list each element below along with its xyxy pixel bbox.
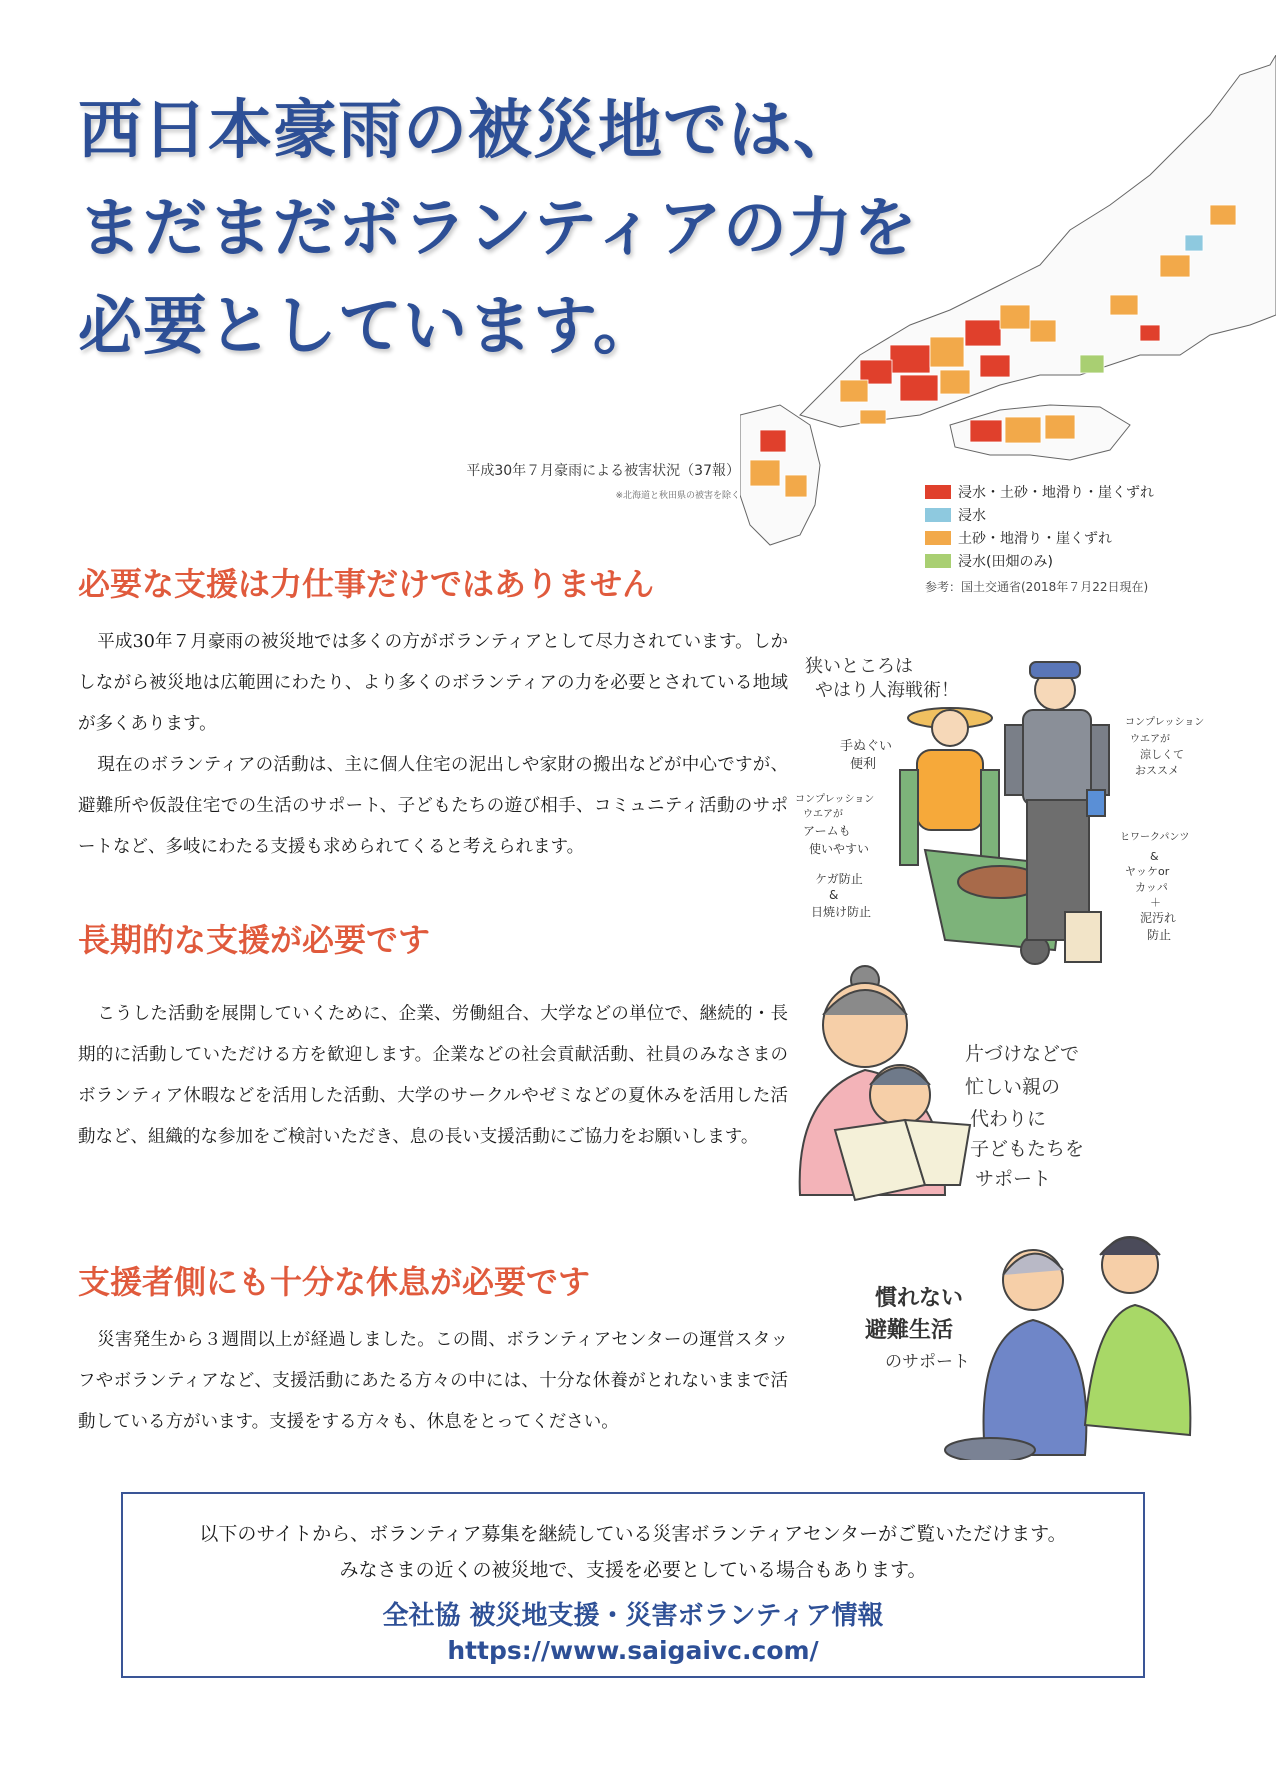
illus-text: ＋ <box>1150 896 1161 909</box>
legend-swatch-blue <box>925 508 951 522</box>
legend-swatch-orange <box>925 531 951 545</box>
illus-text: 泥汚れ <box>1140 911 1177 925</box>
illus-text: カッパ <box>1135 881 1168 894</box>
illus-text: やはり人海戦術！ <box>815 680 959 701</box>
elder-support-illustration <box>795 1225 1205 1460</box>
parent-child-illustration <box>795 955 1205 1210</box>
illus-text: ウエアが <box>1130 734 1170 745</box>
map-note: ※北海道と秋田県の被害を除く <box>615 491 740 501</box>
legend-item <box>925 480 1195 503</box>
legend-label: 浸水(田畑のみ) <box>958 553 1053 570</box>
illus-text: 使いやすい <box>809 842 870 856</box>
illus-text: & <box>829 888 839 902</box>
headline-line-2: まだまだボランティアの力を <box>78 192 918 266</box>
section-heading-2: 長期的な支援が必要です <box>78 921 431 959</box>
section-heading-3: 支援者側にも十分な休息が必要です <box>78 1263 591 1301</box>
illus-text: コンプレッション <box>795 794 875 805</box>
illus-text: 忙しい親の <box>965 1076 1061 1098</box>
illus-text: 避難生活 <box>865 1318 954 1343</box>
legend-reference: 参考：国土交通省(2018年７月22日現在) <box>925 580 1149 594</box>
legend-label: 浸水・土砂・地滑り・崖くずれ <box>958 484 1154 501</box>
paragraph: 災害発生から３週間以上が経過しました。この間、ボランティアセンターの運営スタッフやボランティアなど、支援活動にあたる方々の中には、十分な休養がとれないままで活動している方がいます。支援をする方々も、休息をとってください。 <box>78 1330 788 1432</box>
map-caption: 平成30年７月豪雨による被害状況（37報） <box>466 463 740 479</box>
illus-text: 涼しくて <box>1140 748 1184 761</box>
headline-line-1: 西日本豪雨の被災地では、 <box>78 94 858 168</box>
info-line-1: 以下のサイトから、ボランティア募集を継続している災害ボランティアセンターがご覧いただけます。 <box>199 1523 1067 1545</box>
illus-text: おススメ <box>1135 764 1179 777</box>
section-body-1 <box>78 622 788 868</box>
illus-text: 片づけなどで <box>965 1043 1080 1065</box>
legend-item <box>925 503 1195 526</box>
info-url-link[interactable]: https://www.saigaivc.com/ <box>447 1636 819 1665</box>
illus-text: 手ぬぐい <box>840 739 893 754</box>
illus-text: のサポート <box>885 1352 970 1372</box>
section-body-3 <box>78 1320 788 1443</box>
illus-text: ヤッケor <box>1125 865 1170 878</box>
illus-text: アームも <box>803 824 851 838</box>
legend-swatch-green <box>925 554 951 568</box>
legend-label: 浸水 <box>958 507 986 524</box>
illus-text: 子どもたちを <box>970 1138 1085 1160</box>
illus-text: サポート <box>975 1168 1052 1190</box>
illus-text: 防止 <box>1147 928 1172 942</box>
paragraph: こうした活動を展開していくために、企業、労働組合、大学などの単位で、継続的・長期的に活動していただける方を歓迎します。企業などの社会貢献活動、社員のみなさまのボランティア休暇などを活用した活動、大学のサークルやゼミなどの夏休みを活用した活動など、組織的な参加をご検討いただき、息の長い支援活動にご協力をお願いします。 <box>78 1004 788 1147</box>
illus-text: 日焼け防止 <box>811 905 872 919</box>
section-body-2 <box>78 994 788 1158</box>
illus-text: ウエアが <box>803 809 843 820</box>
map-legend <box>925 480 1195 595</box>
illus-text: 狭いところは <box>805 656 913 677</box>
illus-text: ヒワークパンツ <box>1120 832 1190 843</box>
illus-text: ケガ防止 <box>815 872 863 886</box>
illus-text: 便利 <box>850 757 877 772</box>
legend-item <box>925 549 1195 572</box>
legend-label: 土砂・地滑り・崖くずれ <box>958 530 1112 547</box>
paragraph: 現在のボランティアの活動は、主に個人住宅の泥出しや家財の搬出などが中心ですが、避難所や仮設住宅での生活のサポート、子どもたちの遊び相手、コミュニティ活動のサポートなど、多岐にわたる支援も求められてくると考えられます。 <box>78 755 788 857</box>
paragraph: 平成30年７月豪雨の被災地では多くの方がボランティアとして尽力されています。しかしながら被災地は広範囲にわたり、より多くのボランティアの力を必要とされている地域が多くあります。 <box>78 632 788 734</box>
legend-swatch-red <box>925 485 951 499</box>
illus-text: 代わりに <box>970 1108 1047 1130</box>
illus-text: & <box>1150 850 1159 863</box>
legend-item <box>925 526 1195 549</box>
volunteer-info-box <box>121 1492 1145 1678</box>
info-line-2: みなさまの近くの被災地で、支援を必要としている場合もあります。 <box>339 1559 927 1581</box>
section-heading-1: 必要な支援は力仕事だけではありません <box>78 565 655 603</box>
illus-text: コンプレッション <box>1125 717 1205 728</box>
headline-line-3: 必要としています。 <box>78 290 658 364</box>
workers-illustration <box>795 650 1205 980</box>
info-title: 全社協 被災地支援・災害ボランティア情報 <box>382 1601 884 1631</box>
illus-text: 慣れない <box>875 1286 964 1311</box>
